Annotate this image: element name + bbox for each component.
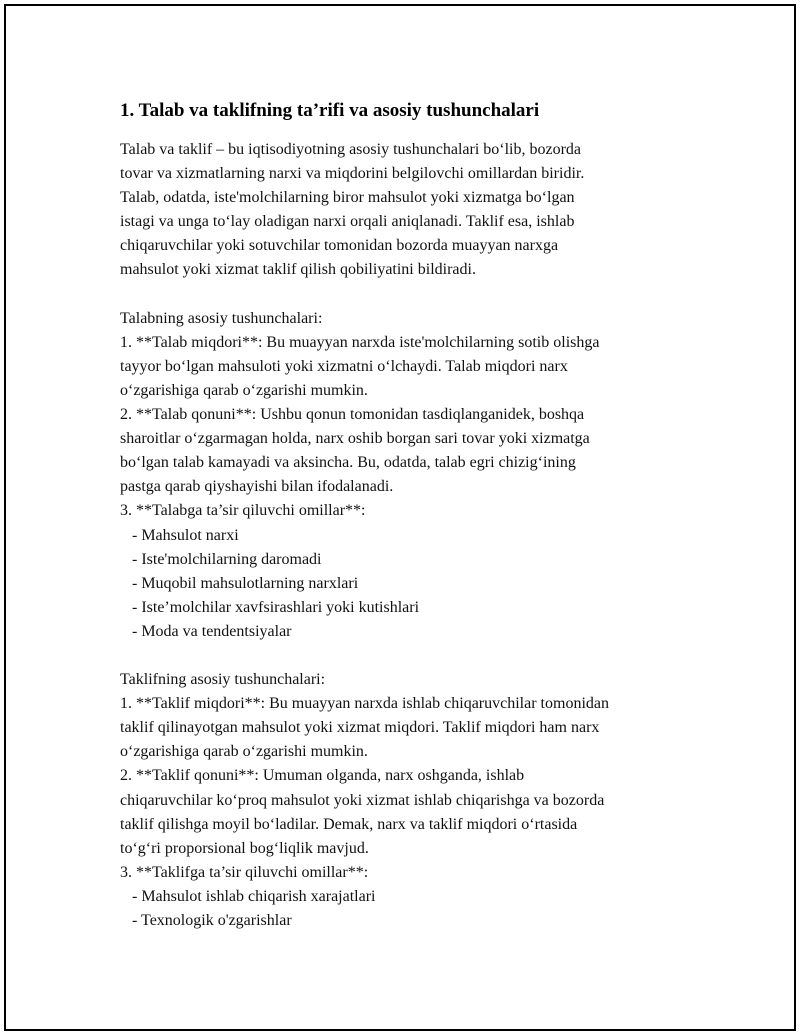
text-line: 1. **Taklif miqdori**: Bu muayyan narxda ishlab chiqaruvchilar tomonidan [120, 695, 609, 713]
text-line: tayyor bo‘lgan mahsuloti yoki xizmatni o‘lchaydi. Talab miqdori narx [120, 357, 568, 375]
intro-paragraph [120, 138, 700, 283]
document-content [120, 98, 700, 933]
text-line: pastga qarab qiyshayishi bilan ifodalanadi. [120, 478, 394, 496]
paragraph-spacer [120, 644, 700, 668]
text-line: tovar va xizmatlarning narxi va miqdorini belgilovchi omillardan biridir. [120, 165, 585, 183]
text-line: 2. **Talab qonuni**: Ushbu qonun tomonidan tasdiqlanganidek, boshqa [120, 406, 585, 424]
list-item: - Moda va tendentsiyalar [132, 622, 292, 640]
text-line: o‘zgarishiga qarab o‘zgarishi mumkin. [120, 381, 368, 399]
supply-section [120, 668, 700, 933]
list-item: - Iste’molchilar xavfsirashlari yoki kutishlari [132, 598, 420, 616]
demand-heading: Talabning asosiy tushunchalari: [120, 309, 323, 327]
paragraph-spacer [120, 283, 700, 307]
document-page [4, 4, 796, 1031]
section-title: 1. Talab va taklifning ta’rifi va asosiy tushunchalari [120, 100, 540, 121]
list-item: - Iste'molchilarning daromadi [132, 550, 322, 568]
text-line: istagi va unga to‘lay oladigan narxi orqali aniqlanadi. Taklif esa, ishlab [120, 213, 575, 231]
text-line: Talab, odatda, iste'molchilarning biror mahsulot yoki xizmatga bo‘lgan [120, 189, 575, 207]
text-line: taklif qilinayotgan mahsulot yoki xizmat miqdori. Taklif miqdori ham narx [120, 719, 600, 737]
text-line: mahsulot yoki xizmat taklif qilish qobiliyatini bildiradi. [120, 261, 476, 279]
list-item: - Muqobil mahsulotlarning narxlari [132, 574, 359, 592]
text-line: Talab va taklif – bu iqtisodiyotning asosiy tushunchalari bo‘lib, bozorda [120, 141, 582, 158]
text-line: taklif qilishga moyil bo‘ladilar. Demak, narx va taklif miqdori o‘rtasida [120, 815, 578, 833]
list-item: - Mahsulot narxi [132, 526, 239, 544]
text-line: to‘g‘ri proporsional bog‘liqlik mavjud. [120, 839, 369, 857]
text-line: 3. **Taklifga ta’sir qiluvchi omillar**: [120, 863, 369, 881]
text-line: 2. **Taklif qonuni**: Umuman olganda, narx oshganda, ishlab [120, 767, 525, 785]
text-line: o‘zgarishiga qarab o‘zgarishi mumkin. [120, 743, 368, 761]
text-line: 1. **Talab miqdori**: Bu muayyan narxda iste'molchilarning sotib olishga [120, 333, 600, 351]
list-item: - Texnologik o'zgarishlar [132, 912, 292, 929]
list-item: - Mahsulot ishlab chiqarish xarajatlari [132, 887, 376, 905]
text-line: sharoitlar o‘zgarmagan holda, narx oshib borgan sari tovar yoki xizmatga [120, 430, 590, 448]
text-line: chiqaruvchilar yoki sotuvchilar tomonidan bozorda muayyan narxga [120, 237, 559, 255]
text-line: bo‘lgan talab kamayadi va aksincha. Bu, odatda, talab egri chizig‘ining [120, 454, 576, 472]
supply-heading: Taklifning asosiy tushunchalari: [120, 671, 326, 689]
demand-section [120, 307, 700, 644]
text-line: 3. **Talabga ta’sir qiluvchi omillar**: [120, 502, 366, 520]
text-line: chiqaruvchilar ko‘proq mahsulot yoki xizmat ishlab chiqarishga va bozorda [120, 791, 605, 809]
